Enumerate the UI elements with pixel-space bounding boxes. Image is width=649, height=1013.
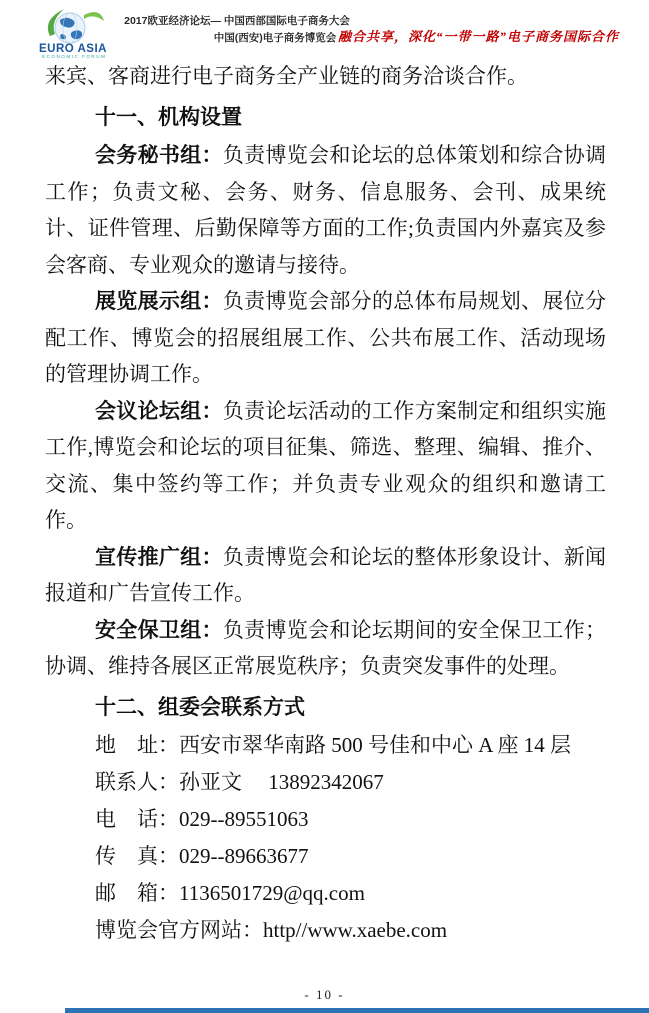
- group-paragraph-security: [45, 612, 606, 685]
- contact-label: 联系人：: [95, 770, 179, 794]
- group-name: 宣传推广组：: [95, 544, 223, 569]
- group-desc: 负责博览会和论坛的整体形象设计、新闻报道和广告宣传工作。: [45, 544, 607, 605]
- header-slogan: 融合共享，深化“一带一路”电子商务国际合作: [338, 29, 620, 44]
- group-paragraph-secretariat: [45, 137, 606, 283]
- contact-value: http//www.xaebe.com: [263, 918, 448, 942]
- contact-value: 1136501729@qq.com: [179, 881, 365, 905]
- contact-value: 孙亚文 13892342067: [179, 770, 384, 794]
- header-title: [116, 13, 358, 47]
- intro-paragraph: 来宾、客商进行电子商务全产业链的商务洽谈合作。: [45, 64, 528, 88]
- footer-bar: [65, 1008, 649, 1013]
- group-paragraph-publicity: [45, 539, 606, 612]
- group-paragraph-forum: [45, 393, 606, 539]
- group-name: 会务秘书组：: [95, 143, 223, 167]
- contact-value: 029--89663677: [179, 844, 309, 868]
- group-desc: 负责博览会和论坛期间的安全保卫工作；协调、维持各展区正常展览秩序；负责突发事件的处理。: [45, 617, 607, 678]
- group-name: 会议论坛组：: [95, 398, 223, 423]
- group-paragraph-exhibition: [45, 283, 606, 393]
- document-body: [45, 58, 606, 949]
- contact-line-phone: [45, 801, 606, 838]
- contact-label: 邮 箱：: [95, 881, 179, 905]
- group-name: 安全保卫组：: [95, 617, 223, 642]
- page-number: - 10 -: [304, 987, 345, 1002]
- header-title-line2: 中国(西安)电子商务博览会: [213, 32, 337, 44]
- contact-line-address: [45, 727, 606, 764]
- contact-line-website: [45, 912, 606, 949]
- contact-line-person: [45, 764, 606, 801]
- group-desc: 负责论坛活动的工作方案制定和组织实施工作,博览会和论坛的项目征集、筛选、整理、编辑、推介、交流、集中签约等工作；并负责专业观众的组织和邀请工作。: [45, 398, 607, 532]
- section-11-heading: 十一、机构设置: [95, 104, 242, 129]
- logo-subtext: ECONOMIC FORUM: [42, 54, 107, 59]
- section-12-heading: 十二、组委会联系方式: [95, 694, 305, 719]
- contact-line-email: [45, 875, 606, 912]
- group-name: 展览展示组：: [95, 289, 223, 313]
- contact-value: 029--89551063: [179, 807, 309, 831]
- logo-wordmark: EURO ASIA: [39, 43, 107, 55]
- group-desc: 负责博览会部分的总体布局规划、展位分配工作、博览会的招展组展工作、公共布展工作、活动现场的管理协调工作。: [45, 289, 607, 386]
- header-title-line1: 2017欧亚经济论坛— 中国西部国际电子商务大会: [124, 15, 350, 27]
- group-desc: 负责博览会和论坛的总体策划和综合协调工作；负责文秘、会务、财务、信息服务、会刊、成果统计、证件管理、后勤保障等方面的工作;负责国内外嘉宾及参会客商、专业观众的邀请与接待。: [45, 143, 607, 277]
- euro-asia-logo-icon: [38, 6, 116, 60]
- contact-line-fax: [45, 838, 606, 875]
- contact-label: 电 话：: [95, 807, 179, 831]
- contact-value: 西安市翠华南路 500 号佳和中心 A 座 14 层: [179, 733, 572, 757]
- page-header: [38, 4, 643, 60]
- contact-label: 地 址：: [95, 733, 179, 757]
- contact-label: 博览会官方网站：: [95, 918, 263, 942]
- contact-label: 传 真：: [95, 844, 179, 868]
